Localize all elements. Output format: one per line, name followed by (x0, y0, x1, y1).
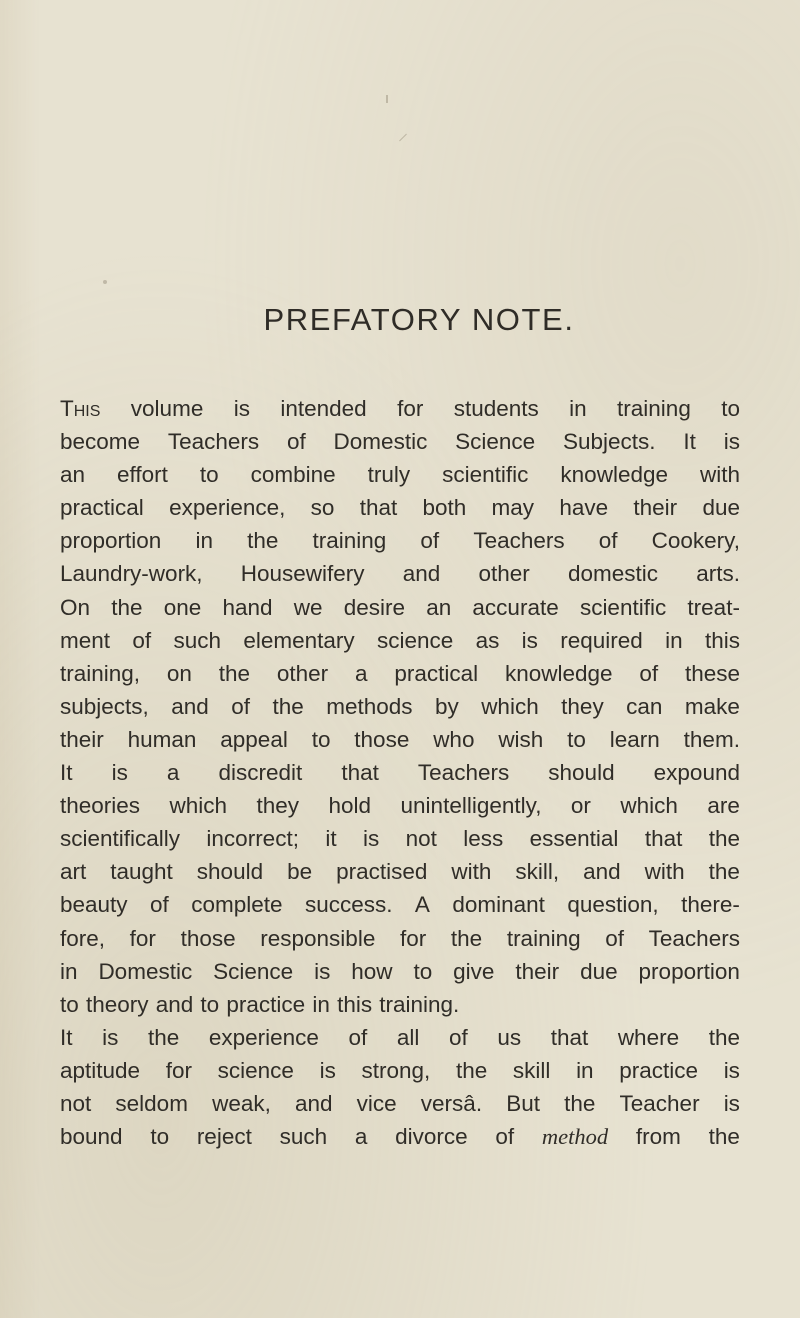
word: of (598, 528, 618, 554)
word: them. (683, 726, 740, 752)
word: less (463, 826, 504, 852)
word: to (413, 958, 433, 984)
word: have (559, 495, 609, 521)
word: appeal (220, 726, 288, 752)
word: a (354, 660, 368, 686)
word: such (279, 1124, 328, 1150)
word: theory (85, 991, 149, 1017)
word: of (286, 429, 306, 455)
word: volume (130, 396, 204, 421)
word: they (256, 793, 300, 819)
word: those (180, 925, 236, 951)
word: for (399, 925, 427, 951)
word: us (497, 1024, 522, 1050)
word: Science (455, 429, 536, 455)
word: of (150, 892, 169, 918)
word: accurate (472, 594, 559, 620)
word: who (433, 726, 475, 752)
word: to (721, 396, 740, 421)
word: desire (343, 594, 405, 620)
word: the (708, 1124, 740, 1150)
word: are (707, 793, 740, 819)
word: strong, (361, 1057, 431, 1083)
word: skill (512, 1057, 551, 1083)
word: the (450, 925, 483, 951)
text-line (60, 955, 740, 988)
word: is (723, 1057, 740, 1083)
word: one (163, 594, 202, 620)
text-line (60, 624, 740, 657)
word: both (422, 495, 467, 521)
word: their (633, 495, 678, 521)
word: Teachers (417, 760, 510, 786)
word: bound (60, 1124, 123, 1150)
word: that (644, 826, 683, 852)
word: discredit (218, 760, 303, 786)
word: is (111, 760, 128, 786)
word: success. (304, 892, 393, 918)
word: is (233, 396, 250, 421)
word: It (683, 429, 696, 455)
word: of (495, 1124, 515, 1150)
word: theories (60, 793, 141, 819)
paper-speck (399, 134, 407, 142)
word: practical (60, 495, 144, 521)
word: for (397, 396, 424, 421)
word: essential (529, 826, 619, 852)
word: the (708, 1024, 740, 1050)
word: complete (191, 892, 283, 918)
word: of (348, 1024, 368, 1050)
word: divorce (395, 1124, 468, 1150)
word: the (247, 528, 279, 554)
word: with (451, 859, 492, 885)
word: a (166, 760, 180, 786)
body-text (60, 392, 740, 1153)
word: their (515, 958, 560, 984)
word: of (605, 925, 625, 951)
word: and (155, 991, 194, 1017)
word: practice (226, 991, 306, 1017)
word: But (506, 1090, 540, 1116)
word: learn (609, 726, 660, 752)
word: there- (681, 892, 740, 918)
word: weak, (212, 1090, 271, 1116)
word: a (354, 1124, 368, 1150)
word: that (341, 760, 379, 786)
word: training (617, 396, 691, 421)
word: Laundry-work, (60, 561, 203, 587)
word: Domestic (98, 958, 193, 984)
word: it (325, 826, 337, 852)
word: or (570, 793, 591, 819)
word: experience, (169, 495, 286, 521)
word: and (402, 561, 441, 587)
word: they (561, 693, 604, 719)
word: training, (60, 660, 141, 686)
word: combine (250, 462, 336, 488)
word: the (272, 693, 304, 719)
word: practice (619, 1057, 699, 1083)
word: with (699, 462, 740, 488)
word: of (639, 660, 659, 686)
word: and (294, 1090, 333, 1116)
word: elementary (243, 627, 355, 653)
word: for (129, 925, 156, 951)
text-line (60, 855, 740, 888)
word: arts. (696, 561, 740, 587)
word: so (310, 495, 335, 521)
text-line (60, 690, 740, 723)
word: fore, (60, 925, 106, 951)
word: Subjects. (563, 429, 656, 455)
text-line (60, 657, 740, 690)
word: that (550, 1024, 589, 1050)
word: of (231, 693, 251, 719)
text-line (60, 1120, 740, 1153)
word: Teachers (648, 925, 740, 951)
word: is (314, 958, 331, 984)
word: Teachers (167, 429, 260, 455)
word: the (147, 1024, 180, 1050)
word: in (195, 528, 213, 554)
word: training (312, 528, 387, 554)
word: in (312, 991, 330, 1017)
word: in (569, 396, 587, 421)
word: the (708, 859, 740, 885)
word: This (60, 396, 101, 421)
word: science (376, 627, 454, 653)
text-line (60, 524, 740, 557)
word: Science (213, 958, 294, 984)
word: can (626, 693, 663, 719)
word: domestic (567, 561, 658, 587)
word: may (491, 495, 535, 521)
word: for (165, 1057, 192, 1083)
word: question, (567, 892, 659, 918)
word: incorrect; (206, 826, 299, 852)
word: become (60, 429, 141, 455)
word: hand (222, 594, 273, 620)
text-line (60, 557, 740, 590)
word: truly (367, 462, 411, 488)
word: the (218, 660, 251, 686)
word: reject (196, 1124, 252, 1150)
word: subjects, (60, 693, 149, 719)
word: is (723, 1090, 740, 1116)
word: treat- (687, 594, 740, 620)
word: we (293, 594, 323, 620)
text-line (60, 922, 740, 955)
word: which (169, 793, 228, 819)
word: is (102, 1024, 119, 1050)
word: this (704, 627, 740, 653)
word: and (583, 859, 621, 885)
word: this (337, 991, 373, 1017)
word: is (362, 826, 380, 852)
paper-speck (103, 280, 107, 284)
page-title: PREFATORY NOTE. (263, 302, 575, 337)
word: scientific (442, 462, 529, 488)
word: training. (379, 991, 460, 1017)
word: Teachers (473, 528, 565, 554)
word: responsible (260, 925, 376, 951)
word: to (567, 726, 586, 752)
word: is (723, 429, 740, 455)
word: such (173, 627, 221, 653)
word: Domestic (333, 429, 428, 455)
text-line (60, 491, 740, 524)
word: of (132, 627, 152, 653)
word: scientifically (60, 826, 181, 852)
word: how (351, 958, 393, 984)
word: art (60, 859, 87, 885)
word: to (200, 991, 220, 1017)
word: those (354, 726, 410, 752)
word: beauty (60, 892, 128, 918)
word: A (414, 892, 430, 918)
word: ment (60, 627, 111, 653)
word: as (475, 627, 500, 653)
word: other (276, 660, 329, 686)
word: not (60, 1090, 92, 1116)
word: other (478, 561, 530, 587)
text-line (60, 822, 740, 855)
word: the (564, 1090, 596, 1116)
word: taught (110, 859, 173, 885)
word: methods (326, 693, 413, 719)
word: which (620, 793, 678, 819)
word: should (548, 760, 615, 786)
text-line (60, 988, 740, 1021)
word: their (60, 726, 104, 752)
word: scientific (579, 594, 667, 620)
word: It (60, 1024, 73, 1050)
word: knowledge (504, 660, 613, 686)
word: these (684, 660, 740, 686)
word: unintelligently, (400, 793, 542, 819)
word: experience (208, 1024, 319, 1050)
word: on (166, 660, 192, 686)
word: effort (117, 462, 168, 488)
word: practical (394, 660, 479, 686)
text-line (60, 458, 740, 491)
word: proportion (60, 528, 162, 554)
word: Teacher (619, 1090, 700, 1116)
word: that (359, 495, 398, 521)
word: be (287, 859, 313, 885)
word: from (635, 1124, 681, 1150)
paper-speck (386, 95, 388, 103)
text-line (60, 789, 740, 822)
word: of (420, 528, 440, 554)
word: the (111, 594, 143, 620)
word: human (127, 726, 197, 752)
word: to (60, 991, 79, 1017)
word: science (217, 1057, 294, 1083)
word: wish (498, 726, 544, 752)
word: and (171, 693, 209, 719)
word: an (60, 462, 86, 488)
word: with (644, 859, 685, 885)
word: seldom (115, 1090, 188, 1116)
word: not (405, 826, 437, 852)
text-line (60, 392, 740, 425)
word: students (453, 396, 539, 421)
word: in (576, 1057, 594, 1083)
word: due (702, 495, 740, 521)
word: should (196, 859, 264, 885)
word: in (665, 627, 683, 653)
word: training (506, 925, 581, 951)
word: It (60, 760, 73, 786)
word: method (541, 1124, 609, 1150)
word: give (453, 958, 495, 984)
word: is (319, 1057, 336, 1083)
word: is (521, 627, 538, 653)
word: to (311, 726, 331, 752)
text-line (60, 1087, 740, 1120)
word: which (481, 693, 539, 719)
word: vice (356, 1090, 397, 1116)
word: make (684, 693, 740, 719)
word: practised (336, 859, 428, 885)
word: all (396, 1024, 420, 1050)
text-line (60, 425, 740, 458)
word: aptitude (60, 1057, 141, 1083)
word: Housewifery (240, 561, 365, 587)
word: hold (328, 793, 372, 819)
word: dominant (452, 892, 545, 918)
word: in (60, 958, 78, 984)
word: to (199, 462, 219, 488)
word: knowledge (560, 462, 668, 488)
text-line (60, 888, 740, 921)
word: expound (653, 760, 740, 786)
word: skill, (515, 859, 560, 885)
word: Cookery, (651, 528, 740, 554)
word: the (455, 1057, 488, 1083)
word: required (560, 627, 643, 653)
word: where (617, 1024, 680, 1050)
word: On (60, 594, 91, 620)
word: due (580, 958, 618, 984)
text-line (60, 1054, 740, 1087)
word: of (448, 1024, 468, 1050)
word: proportion (638, 958, 740, 984)
word: versâ. (420, 1090, 483, 1116)
word: intended (280, 396, 367, 421)
word: to (150, 1124, 170, 1150)
text-line (60, 756, 740, 789)
word: an (426, 594, 452, 620)
word: by (434, 693, 459, 719)
word: the (708, 826, 740, 852)
text-line (60, 1021, 740, 1054)
text-line (60, 723, 740, 756)
text-line (60, 591, 740, 624)
